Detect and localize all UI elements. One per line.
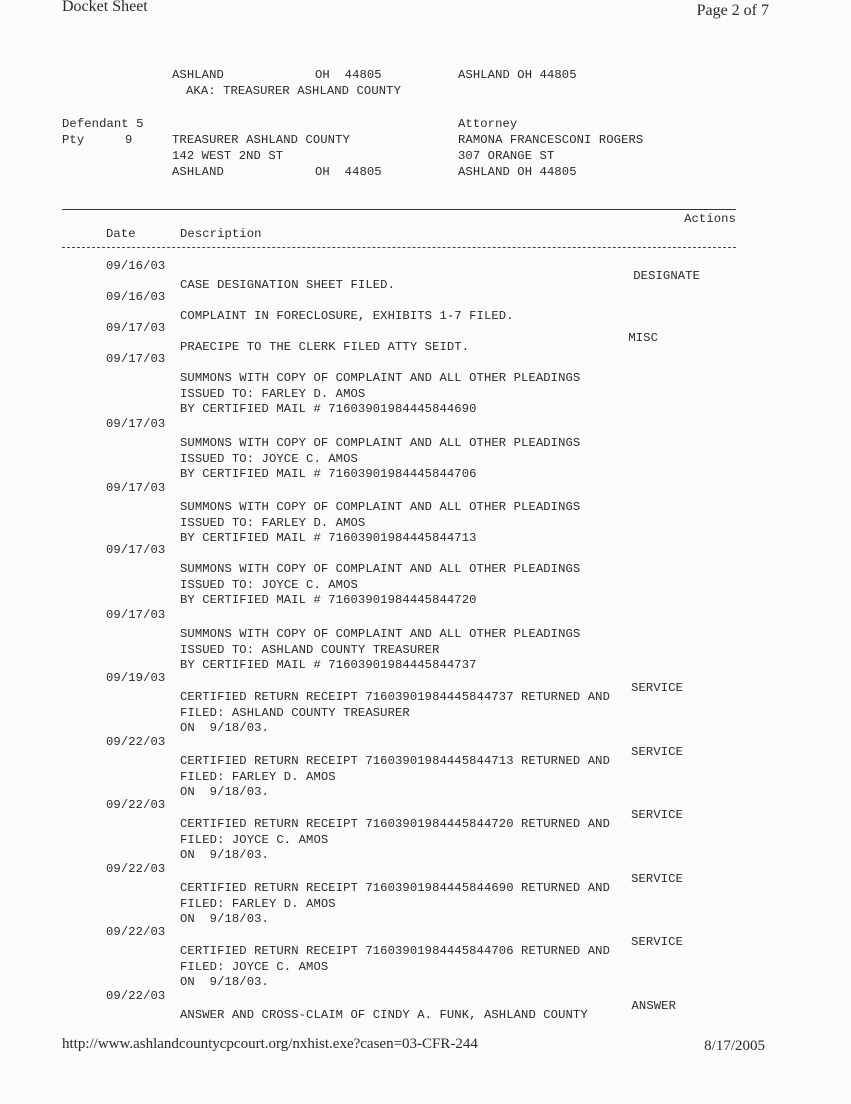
entry-description-line: ISSUED TO: JOYCE C. AMOS [180, 451, 358, 466]
defendant-state-zip: OH 44805 [315, 165, 382, 179]
entry-date: 09/17/03 [106, 543, 166, 557]
entry-description-line: BY CERTIFIED MAIL # 71603901984445844690 [180, 402, 477, 416]
entry-description-line: BY CERTIFIED MAIL # 71603901984445844737 [180, 658, 477, 672]
entry-date: 09/17/03 [106, 608, 166, 622]
entry-date: 09/22/03 [106, 862, 166, 876]
entry-description-line: BY CERTIFIED MAIL # 71603901984445844713 [180, 531, 477, 545]
entry-description-line: CASE DESIGNATION SHEET FILED. [180, 278, 395, 292]
entry-description [180, 562, 580, 609]
entry-description-line: SUMMONS WITH COPY OF COMPLAINT AND ALL OTHER PLEADINGS [180, 371, 581, 385]
attorney-name: RAMONA FRANCESCONI ROGERS [458, 133, 644, 147]
entry-date: 09/16/03 [106, 290, 166, 304]
entry-description-line: SUMMONS WITH COPY OF COMPLAINT AND ALL OTHER PLEADINGS [180, 627, 581, 641]
entry-description-line: BY CERTIFIED MAIL # 71603901984445844706 [180, 467, 477, 481]
description-header: Description [180, 227, 262, 241]
entry-description-line: ISSUED TO: ASHLAND COUNTY TREASURER [180, 642, 440, 657]
entry-action: MISC [628, 331, 658, 345]
entry-action: ANSWER [631, 999, 676, 1013]
entry-description-line: FILED: ASHLAND COUNTY TREASURER [180, 705, 410, 720]
entry-description-line: SUMMONS WITH COPY OF COMPLAINT AND ALL OTHER PLEADINGS [180, 562, 581, 576]
party-state-zip: OH 44805 [315, 68, 382, 82]
entry-date: 09/17/03 [106, 352, 166, 366]
entry-date: 09/22/03 [106, 798, 166, 812]
attorney-label: Attorney [458, 117, 518, 131]
entry-description-line: ON 9/18/03. [180, 785, 269, 799]
entry-action: SERVICE [631, 872, 683, 886]
defendant-label: Defendant 5 [62, 117, 144, 131]
entry-description-line: FILED: FARLEY D. AMOS [180, 896, 336, 911]
date-header: Date [106, 227, 136, 241]
entry-date: 09/22/03 [106, 735, 166, 749]
entry-description-line: PRAECIPE TO THE CLERK FILED ATTY SEIDT. [180, 340, 470, 354]
entry-description-line: SUMMONS WITH COPY OF COMPLAINT AND ALL OTHER PLEADINGS [180, 500, 581, 514]
entry-action: SERVICE [631, 935, 683, 949]
entry-description [180, 500, 580, 547]
entry-action: DESIGNATE [633, 269, 700, 283]
entry-description-line: ON 9/18/03. [180, 721, 269, 735]
entry-description-line: CERTIFIED RETURN RECEIPT 71603901984445844706 RETURNED AND [180, 944, 610, 958]
entry-description [180, 881, 610, 928]
entry-description [180, 1008, 588, 1024]
entry-description-line: SUMMONS WITH COPY OF COMPLAINT AND ALL OTHER PLEADINGS [180, 436, 581, 450]
party-aka: AKA: TREASURER ASHLAND COUNTY [186, 84, 401, 98]
entry-description [180, 690, 610, 737]
entry-action: SERVICE [631, 681, 683, 695]
attorney-city: ASHLAND OH 44805 [458, 165, 577, 179]
entry-description [180, 436, 580, 483]
entry-description-line: ISSUED TO: FARLEY D. AMOS [180, 386, 366, 401]
defendant-city: ASHLAND [172, 165, 224, 179]
defendant-name: TREASURER ASHLAND COUNTY [172, 133, 350, 147]
entry-date: 09/17/03 [106, 321, 166, 335]
entry-description-line: FILED: JOYCE C. AMOS [180, 959, 329, 974]
entry-description [180, 627, 580, 674]
entry-description-line: ON 9/18/03. [180, 912, 269, 926]
entry-description-line: BY CERTIFIED MAIL # 71603901984445844720 [180, 593, 477, 607]
header-rule [62, 209, 736, 210]
entry-date: 09/17/03 [106, 481, 166, 495]
entry-description-line: COMPLAINT IN FORECLOSURE, EXHIBITS 1-7 FILED. [180, 309, 514, 323]
entry-description-line: CERTIFIED RETURN RECEIPT 71603901984445844737 RETURNED AND [180, 690, 610, 704]
footer-url: http://www.ashlandcountycpcourt.org/nxhist.exe?casen=03-CFR-244 [62, 1036, 478, 1052]
attorney-street: 307 ORANGE ST [458, 149, 555, 163]
defendant-street: 142 WEST 2ND ST [172, 149, 284, 163]
entry-description-line: FILED: JOYCE C. AMOS [180, 832, 329, 847]
entry-date: 09/22/03 [106, 989, 166, 1003]
entry-description-line: ON 9/18/03. [180, 848, 269, 862]
entry-action: SERVICE [631, 745, 683, 759]
entry-date: 09/16/03 [106, 259, 166, 273]
page-number: Page 2 of 7 [696, 2, 769, 19]
entry-description-line: FILED: FARLEY D. AMOS [180, 769, 336, 784]
entry-description [180, 944, 610, 991]
entry-date: 09/22/03 [106, 925, 166, 939]
entry-description [180, 278, 395, 294]
entry-description-line: ISSUED TO: FARLEY D. AMOS [180, 515, 366, 530]
entry-date: 09/19/03 [106, 671, 166, 685]
header-dash-rule [62, 247, 736, 248]
entry-description [180, 754, 610, 801]
party-city: ASHLAND [172, 68, 224, 82]
actions-header: Actions [684, 212, 736, 226]
attorney-city-prev: ASHLAND OH 44805 [458, 68, 577, 82]
entry-description [180, 371, 580, 418]
pty-number: 9 [125, 133, 133, 147]
entry-description [180, 340, 469, 356]
document-title: Docket Sheet [62, 0, 148, 15]
entry-description-line: ON 9/18/03. [180, 975, 269, 989]
entry-action: SERVICE [631, 808, 683, 822]
footer-date: 8/17/2005 [704, 1038, 765, 1054]
entry-description-line: CERTIFIED RETURN RECEIPT 71603901984445844713 RETURNED AND [180, 754, 610, 768]
entry-description-line: ANSWER AND CROSS-CLAIM OF CINDY A. FUNK, ASHLAND COUNTY [180, 1008, 588, 1022]
entry-description [180, 817, 610, 864]
entry-date: 09/17/03 [106, 417, 166, 431]
entry-description-line: CERTIFIED RETURN RECEIPT 71603901984445844720 RETURNED AND [180, 817, 610, 831]
entry-description-line: CERTIFIED RETURN RECEIPT 71603901984445844690 RETURNED AND [180, 881, 610, 895]
pty-label: Pty [62, 133, 85, 147]
entry-description [180, 309, 514, 325]
entry-description-line: ISSUED TO: JOYCE C. AMOS [180, 577, 358, 592]
